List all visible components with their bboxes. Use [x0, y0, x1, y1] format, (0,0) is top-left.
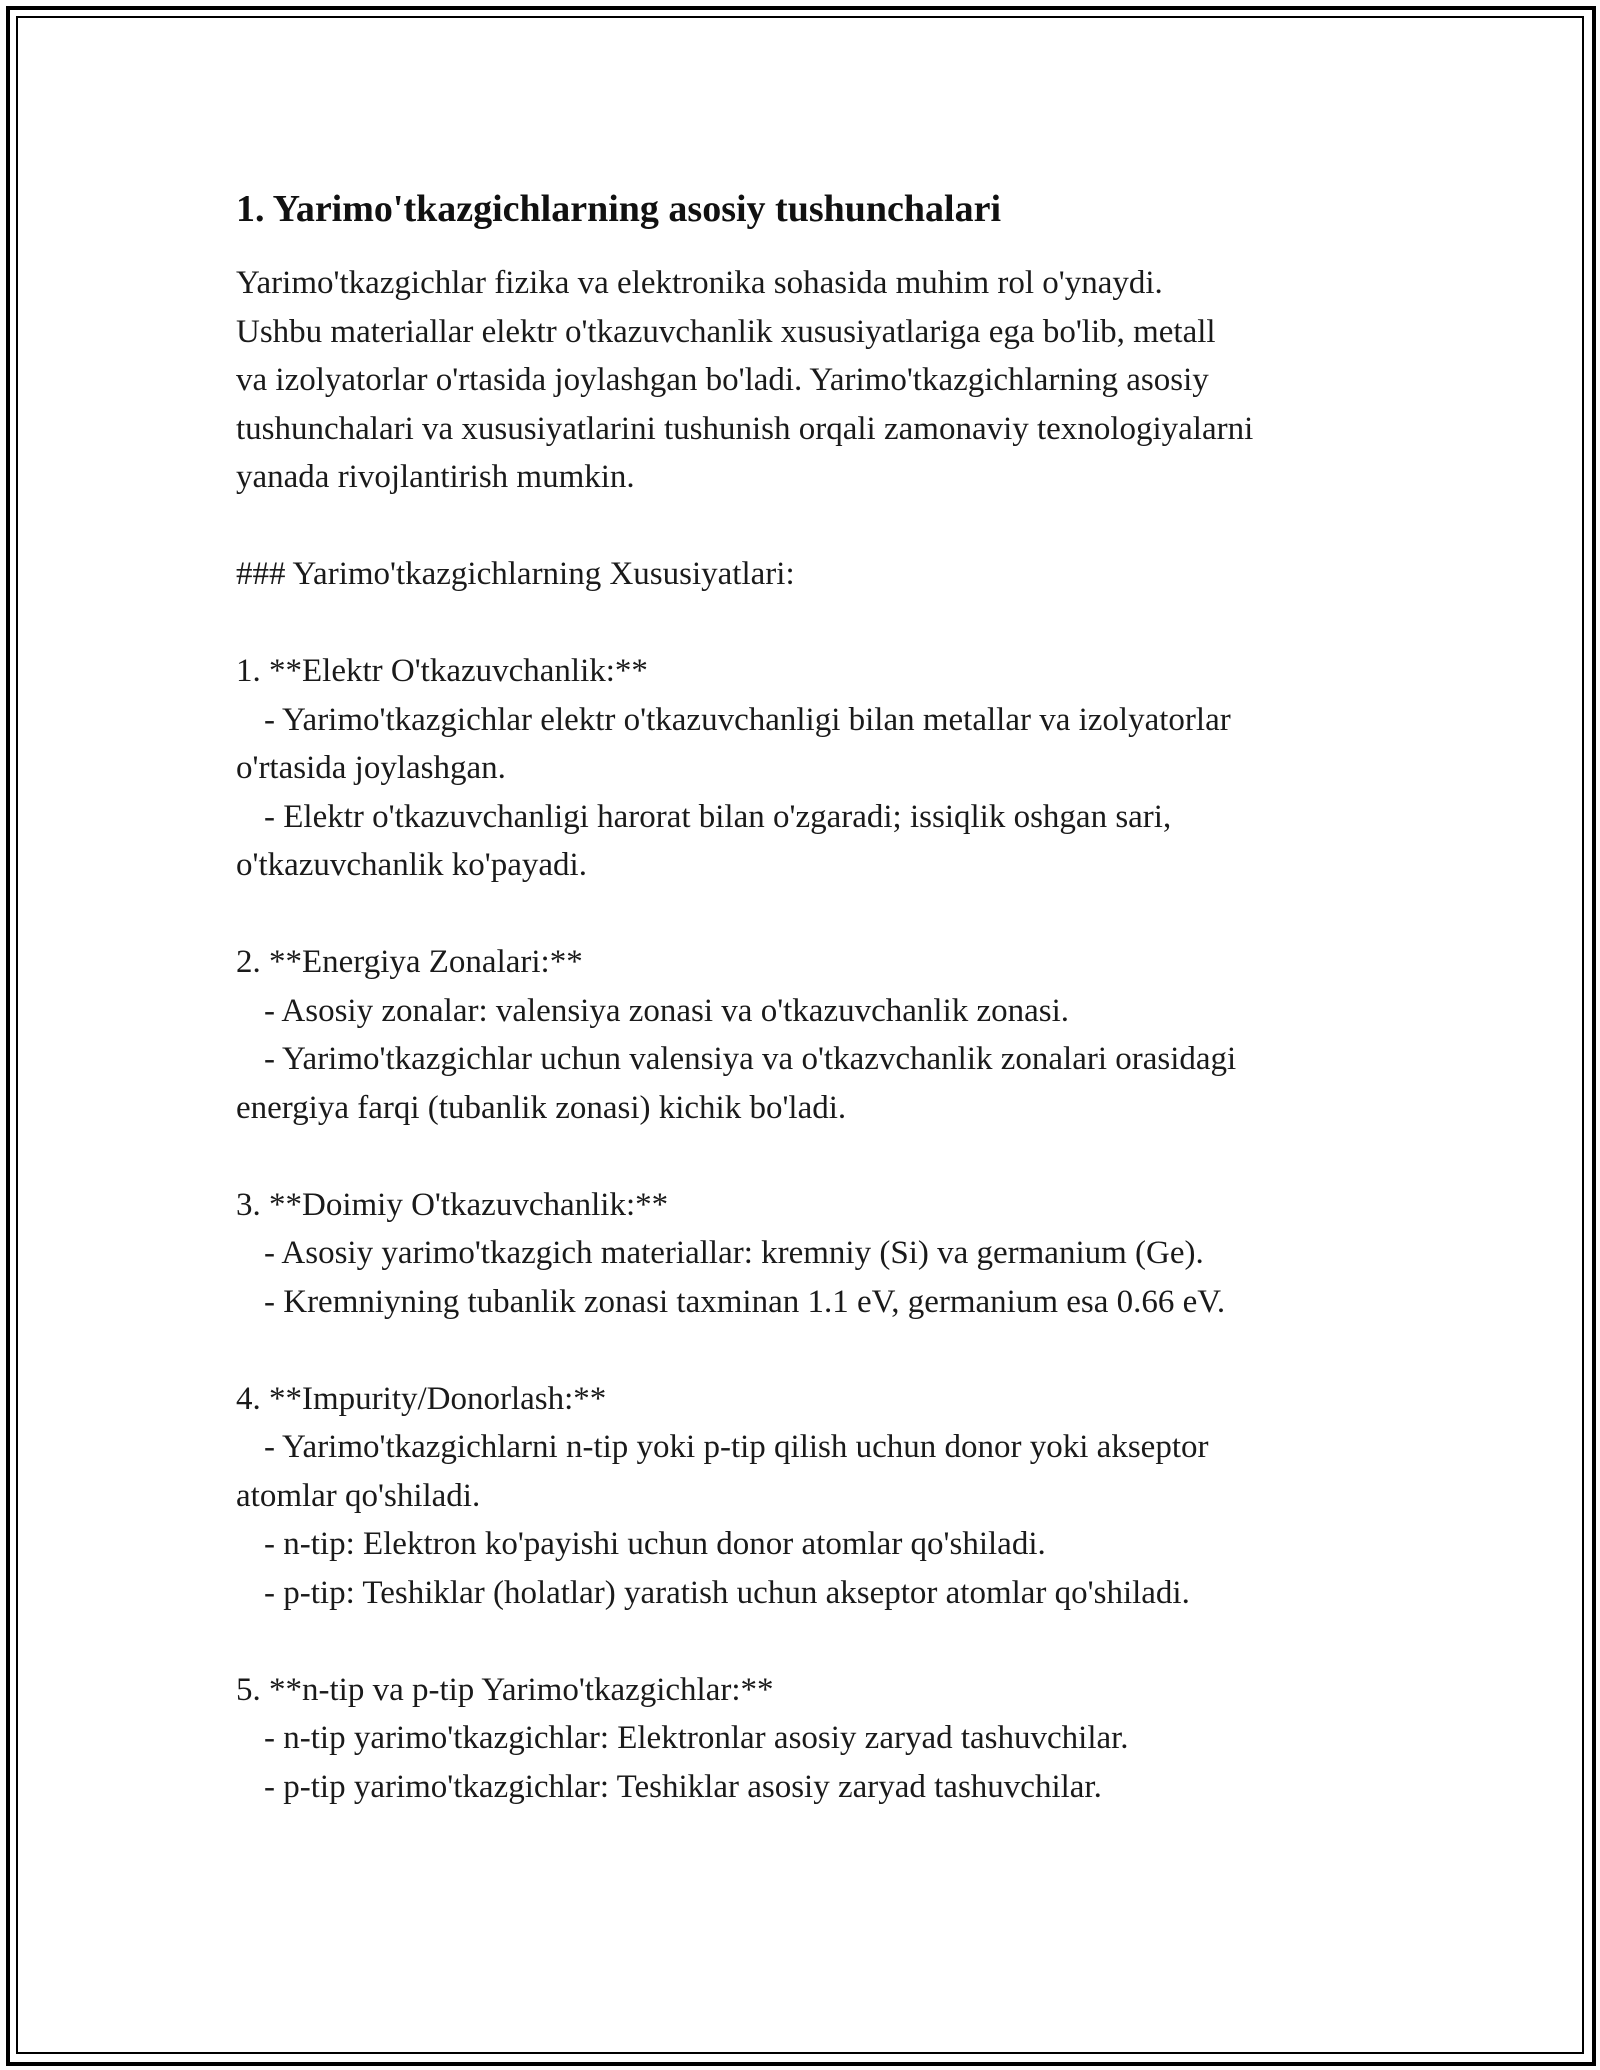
- bullet-item: - Elektr o'tkazuvchanligi harorat bilan o'zgaradi; issiqlik oshgan sari,: [264, 798, 1172, 835]
- bullet-item: - p-tip: Teshiklar (holatlar) yaratish uchun akseptor atomlar qo'shiladi.: [264, 1574, 1190, 1611]
- intro-line: va izolyatorlar o'rtasida joylashgan bo'ladi. Yarimo'tkazgichlarning asosiy: [236, 362, 1209, 398]
- page-title: 1. Yarimo'tkazgichlarning asosiy tushunchalari: [236, 188, 1002, 230]
- spacer: [236, 1132, 1396, 1181]
- property-title: 3. **Doimiy O'tkazuvchanlik:**: [236, 1186, 669, 1223]
- bullet-item: - n-tip yarimo'tkazgichlar: Elektronlar asosiy zaryad tashuvchilar.: [264, 1720, 1129, 1756]
- property-section: [236, 1666, 1396, 1812]
- bullet-item: - Yarimo'tkazgichlar uchun valensiya va o'tkazvchanlik zonalari orasidagi: [264, 1041, 1237, 1077]
- bullet-item: - Yarimo'tkazgichlarni n-tip yoki p-tip qilish uchun donor yoki akseptor: [264, 1429, 1209, 1465]
- property-section: [236, 647, 1396, 890]
- bullet-item: - Asosiy zonalar: valensiya zonasi va o'tkazuvchanlik zonasi.: [264, 992, 1070, 1029]
- spacer: [236, 502, 1396, 551]
- bullet-continuation: atomlar qo'shiladi.: [236, 1477, 481, 1514]
- spacer: [236, 890, 1396, 939]
- intro-line: tushunchalari va xususiyatlarini tushunish orqali zamonaviy texnologiyalarni: [236, 410, 1254, 447]
- bullet-item: - n-tip: Elektron ko'payishi uchun donor atomlar qo'shiladi.: [264, 1526, 1046, 1562]
- bullet-item: - Yarimo'tkazgichlar elektr o'tkazuvchanligi bilan metallar va izolyatorlar: [264, 701, 1231, 738]
- property-title: 5. **n-tip va p-tip Yarimo'tkazgichlar:**: [236, 1671, 774, 1708]
- property-section: [236, 938, 1396, 1132]
- intro-line: yanada rivojlantirish mumkin.: [236, 459, 635, 495]
- spacer: [236, 1326, 1396, 1375]
- property-section: [236, 1375, 1396, 1618]
- spacer: [236, 599, 1396, 648]
- bullet-item: - p-tip yarimo'tkazgichlar: Teshiklar asosiy zaryad tashuvchilar.: [264, 1768, 1102, 1805]
- property-title: 2. **Energiya Zonalari:**: [236, 944, 583, 980]
- bullet-item: - Kremniyning tubanlik zonasi taxminan 1.1 eV, germanium esa 0.66 eV.: [264, 1283, 1226, 1320]
- property-section: [236, 1181, 1396, 1327]
- bullet-continuation: o'tkazuvchanlik ko'payadi.: [236, 847, 587, 883]
- spacer: [236, 1617, 1396, 1666]
- intro-line: Yarimo'tkazgichlar fizika va elektronika sohasida muhim rol o'ynaydi.: [236, 265, 1163, 301]
- section-subheading: ### Yarimo'tkazgichlarning Xususiyatlari:: [236, 556, 795, 592]
- bullet-item: - Asosiy yarimo'tkazgich materiallar: kremniy (Si) va germanium (Ge).: [264, 1235, 1204, 1271]
- intro-line: Ushbu materiallar elektr o'tkazuvchanlik xususiyatlariga ega bo'lib, metall: [236, 313, 1216, 350]
- property-title: 1. **Elektr O'tkazuvchanlik:**: [236, 653, 648, 689]
- bullet-continuation: o'rtasida joylashgan.: [236, 750, 506, 786]
- intro-paragraph: [236, 259, 1396, 502]
- document-body: [236, 185, 1396, 1811]
- bullet-continuation: energiya farqi (tubanlik zonasi) kichik bo'ladi.: [236, 1089, 847, 1126]
- property-title: 4. **Impurity/Donorlash:**: [236, 1380, 607, 1417]
